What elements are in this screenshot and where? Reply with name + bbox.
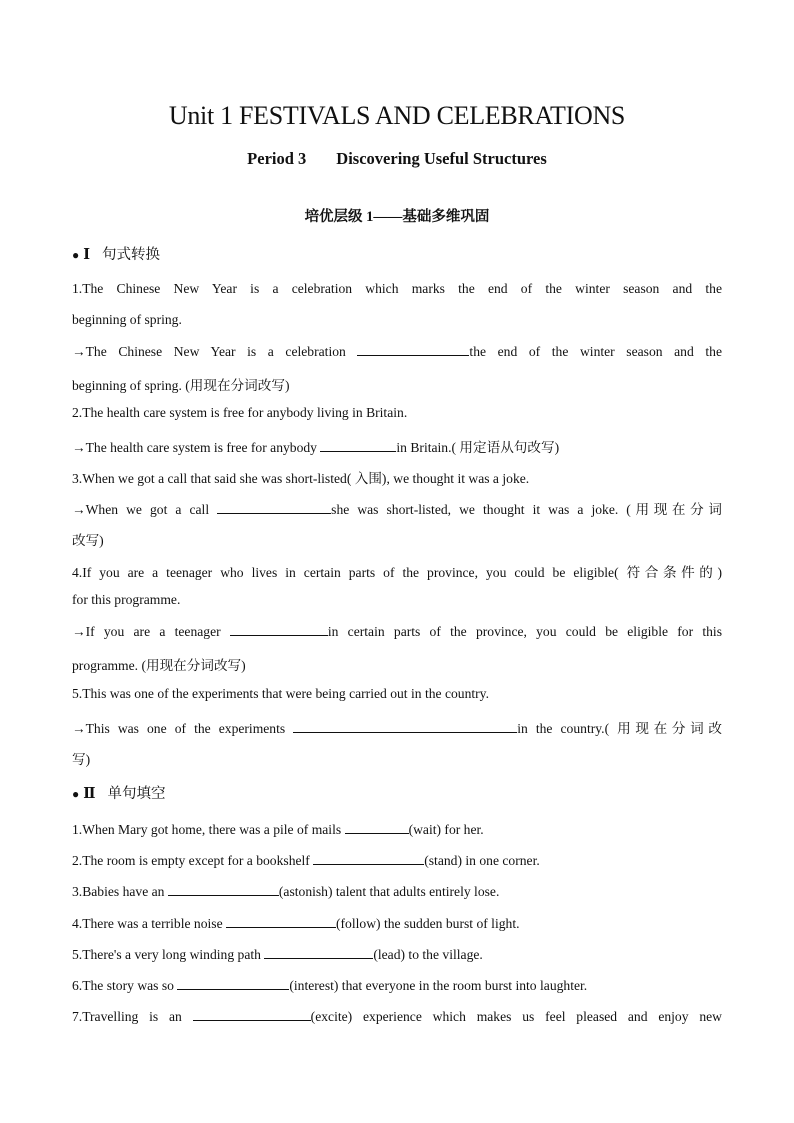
bullet-icon: ●: [72, 787, 80, 801]
page-subtitle: [0, 149, 794, 169]
answer-blank[interactable]: [320, 439, 396, 452]
answer-blank[interactable]: [264, 946, 373, 959]
exercise-line: →The Chinese New Year is a celebration the end of the winter season and the: [72, 344, 722, 359]
answer-blank[interactable]: [217, 501, 331, 514]
period-topic: Discovering Useful Structures: [336, 149, 547, 168]
section-title: 单句填空: [107, 786, 166, 802]
answer-blank[interactable]: [226, 915, 336, 928]
answer-blank[interactable]: [293, 720, 517, 733]
bullet-icon: ●: [72, 248, 80, 262]
exercise-line: →The health care system is free for anybody in Britain.( 用定语从句改写): [72, 440, 560, 455]
text-line: for this programme.: [72, 592, 181, 607]
text-line: 改写): [72, 533, 104, 548]
section-title: 句式转换: [102, 247, 161, 263]
period-label: Period 3: [247, 149, 307, 168]
exercise-line: →This was one of the experiments in the country.( 用现在分词改: [72, 721, 722, 736]
text-line: 3.When we got a call that said she was short-listed( 入围), we thought it was a joke.: [72, 471, 530, 486]
section-numeral: Ⅱ: [83, 786, 96, 802]
answer-blank[interactable]: [177, 977, 289, 990]
exercise-line: 3.Babies have an (astonish) talent that adults entirely lose.: [72, 884, 500, 899]
text-line: 1.The Chinese New Year is a celebration which marks the end of the winter season and the: [72, 281, 722, 296]
text-line: beginning of spring.: [72, 312, 182, 327]
exercise-line: 1.When Mary got home, there was a pile of mails (wait) for her.: [72, 822, 484, 837]
page-title: Unit 1 FESTIVALS AND CELEBRATIONS: [168, 101, 626, 130]
text-line: programme. (用现在分词改写): [72, 658, 246, 673]
section-heading: [72, 782, 165, 803]
exercise-line: 6.The story was so (interest) that everyone in the room burst into laughter.: [72, 978, 588, 993]
exercise-line: 4.There was a terrible noise (follow) the sudden burst of light.: [72, 916, 520, 931]
exercise-line: 2.The room is empty except for a bookshelf (stand) in one corner.: [72, 853, 540, 868]
section-numeral: Ⅰ: [83, 247, 91, 263]
text-line: 2.The health care system is free for anybody living in Britain.: [72, 405, 408, 420]
answer-blank[interactable]: [193, 1008, 311, 1021]
exercise-line: 5.There's a very long winding path (lead) to the village.: [72, 947, 483, 962]
answer-blank[interactable]: [313, 852, 424, 865]
answer-blank[interactable]: [230, 623, 328, 636]
level-heading: 培优层级 1——基础多维巩固: [304, 209, 490, 225]
text-line: 4.If you are a teenager who lives in certain parts of the province, you could be eligible( 符合条件的): [72, 565, 722, 580]
exercise-line: →If you are a teenager in certain parts of the province, you could be eligible for this: [72, 624, 722, 639]
section-heading: [72, 243, 160, 264]
answer-blank[interactable]: [345, 821, 409, 834]
exercise-line: →When we got a call she was short-listed, we thought it was a joke. (用现在分词: [72, 502, 723, 517]
exercise-line: 7.Travelling is an (excite) experience which makes us feel pleased and enjoy new: [72, 1009, 722, 1024]
answer-blank[interactable]: [168, 883, 279, 896]
answer-blank[interactable]: [357, 343, 469, 356]
text-line: 写): [72, 752, 91, 767]
text-line: beginning of spring. (用现在分词改写): [72, 378, 290, 393]
text-line: 5.This was one of the experiments that were being carried out in the country.: [72, 686, 489, 701]
